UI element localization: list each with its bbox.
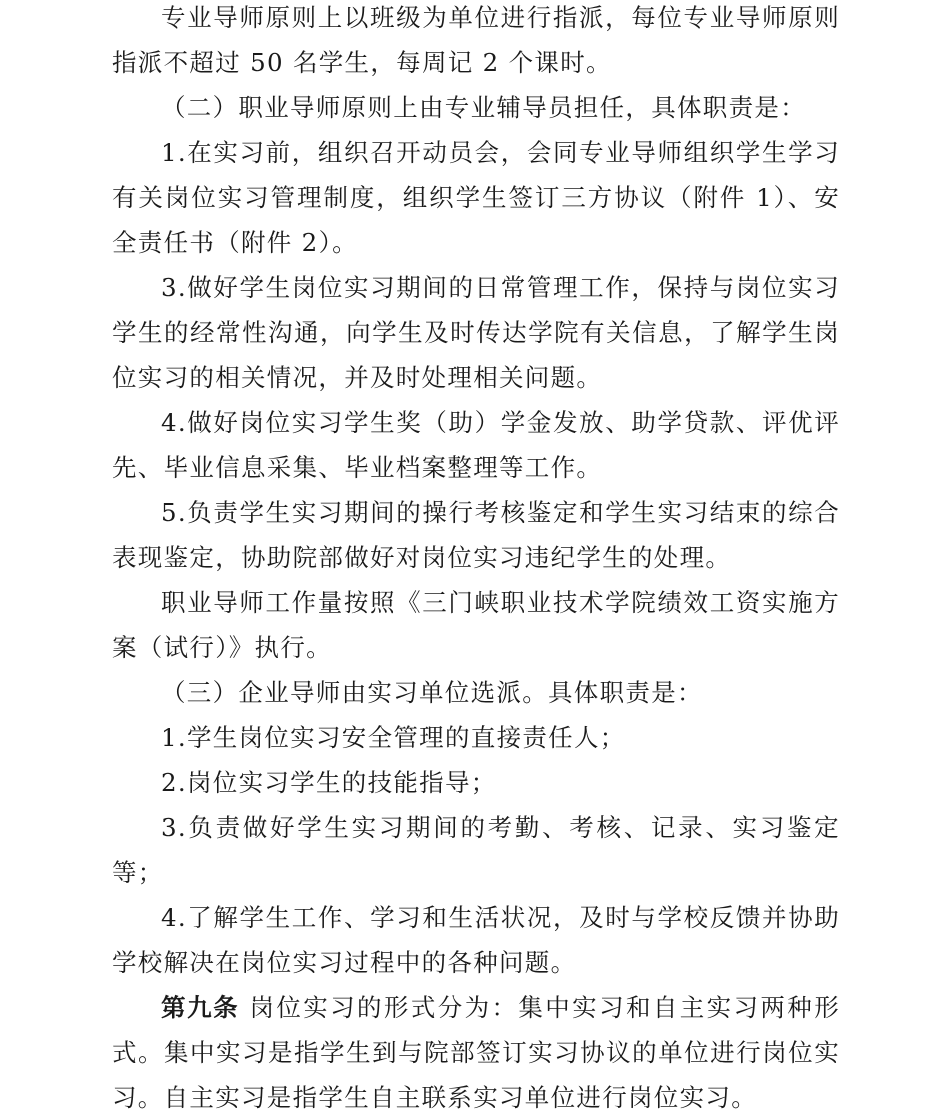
paragraph-enterprise-duty-1: 1.学生岗位实习安全管理的直接责任人； [161, 723, 626, 752]
article-nine-heading: 第九条 [161, 993, 240, 1022]
article-nine-text: 岗位实习的形式分为：集中实习和自主实习两种形式。集中实习是指学生到与院部签订实习协议的单位进行岗位实习。自主实习是指学生自主联系实习单位进行岗位实习。 [112, 993, 841, 1112]
paragraph-workload: 职业导师工作量按照《三门峡职业技术学院绩效工资实施方案（试行）》执行。 [112, 588, 840, 662]
paragraph-duty-4: 4.做好岗位实习学生奖（助）学金发放、助学贷款、评优评先、毕业信息采集、毕业档案整理等工作。 [112, 408, 840, 482]
paragraph-duty-3: 3.做好学生岗位实习期间的日常管理工作，保持与岗位实习学生的经常性沟通，向学生及时传达学院有关信息，了解学生岗位实习的相关情况，并及时处理相关问题。 [112, 273, 840, 392]
paragraph-enterprise-duty-2: 2.岗位实习学生的技能指导； [161, 768, 497, 797]
document-body [112, 0, 840, 1120]
paragraph-enterprise-duty-3: 3.负责做好学生实习期间的考勤、考核、记录、实习鉴定等； [112, 813, 840, 887]
paragraph-mentor-assignment: 专业导师原则上以班级为单位进行指派，每位专业导师原则指派不超过 50 名学生，每周记 2 个课时。 [112, 3, 840, 77]
paragraph-article-nine [112, 985, 840, 1120]
paragraph-duty-1: 1.在实习前，组织召开动员会，会同专业导师组织学生学习有关岗位实习管理制度，组织学生签订三方协议（附件 1）、安全责任书（附件 2）。 [112, 138, 840, 257]
paragraph-duty-5: 5.负责学生实习期间的操行考核鉴定和学生实习结束的综合表现鉴定，协助院部做好对岗位实习违纪学生的处理。 [112, 498, 840, 572]
paragraph-career-mentor-heading: （二）职业导师原则上由专业辅导员担任，具体职责是： [161, 93, 806, 122]
paragraph-enterprise-duty-4: 4.了解学生工作、学习和生活状况，及时与学校反馈并协助学校解决在岗位实习过程中的各种问题。 [112, 903, 840, 977]
paragraph-enterprise-mentor-heading: （三）企业导师由实习单位选派。具体职责是： [161, 678, 703, 707]
